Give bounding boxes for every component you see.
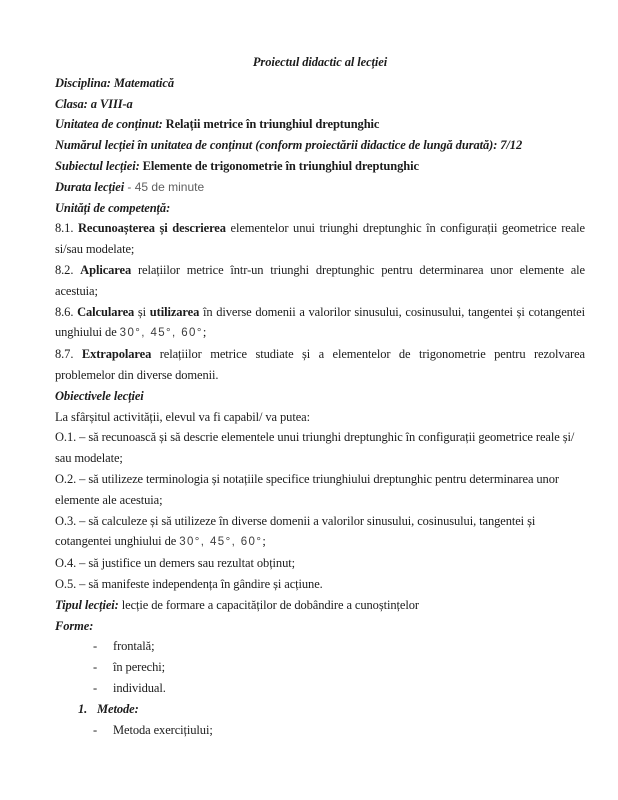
text-run: 8.6. — [55, 304, 78, 319]
lesson-number-line — [55, 135, 585, 156]
list-dash-marker: - — [93, 660, 98, 675]
text-run: Unitatea de conținut: — [55, 117, 166, 132]
text-run: ; — [262, 534, 266, 549]
text-run: utilizarea — [149, 304, 200, 319]
text-run: Obiectivele lecției — [55, 388, 144, 403]
lesson-duration-line — [55, 177, 585, 198]
text-run: Forme: — [55, 618, 94, 633]
text-run: Numărul lecției în unitatea de conținut (conform proiectării didactice de lungă durată): 7/12 — [55, 138, 523, 153]
text-run: Durata lecției — [55, 179, 125, 194]
text-run: Extrapolarea — [81, 347, 152, 362]
text-run: în perechi; — [113, 660, 166, 675]
methods-heading — [55, 699, 585, 720]
text-run: Calcularea — [77, 304, 135, 319]
competence-8-2 — [55, 260, 585, 302]
text-run: Proiectul didactic al lecției — [252, 55, 388, 69]
text-run: O.1. – să recunoască și să descrie elementele unui triunghi dreptunghic în configurații geometrice reale și/ sau modelate; — [55, 430, 575, 466]
text-run: Clasa: a VIII-a — [55, 96, 133, 111]
text-run: Unități de competență: — [55, 200, 171, 215]
text-run: 8.1. — [55, 221, 78, 236]
text-run: O.5. – să manifeste independența în gândire și acțiune. — [55, 576, 323, 591]
document-title — [55, 52, 585, 73]
text-run: O.3. – să calculeze și să utilizeze în diverse domenii a valorilor sinusului, cosinusului, tangentei și cotangentei unghiului de — [55, 513, 536, 549]
competence-8-7 — [55, 344, 585, 386]
list-number-marker: 1. — [78, 701, 88, 716]
text-run: în diverse domenii a valorilor sinusului, cosinusului, tangentei și cotangentei unghiului de — [55, 304, 585, 340]
competence-8-1 — [55, 218, 585, 260]
text-run: individual. — [113, 680, 166, 695]
objectives-heading — [55, 386, 585, 407]
class-line — [55, 94, 585, 115]
competence-8-6 — [55, 302, 585, 345]
text-run: O.4. – să justifice un demers sau rezultat obținut; — [55, 556, 295, 571]
objective-o3 — [55, 511, 585, 554]
objective-o1 — [55, 427, 585, 469]
text-run: 8.7. — [55, 347, 82, 362]
text-run: ; — [202, 325, 207, 340]
objectives-intro — [55, 407, 585, 428]
text-run: Disciplina: Matematică — [55, 75, 174, 90]
text-run: 8.2. — [55, 262, 81, 277]
text-run: Subiectul lecției: — [55, 158, 143, 173]
method-item-exercise — [55, 720, 585, 741]
text-run: frontală; — [113, 639, 155, 654]
text-run: Tipul lecției: — [55, 597, 119, 612]
text-run: Metoda exercițiului; — [113, 722, 213, 737]
text-run: La sfârșitul activității, elevul va fi capabil/ va putea: — [55, 409, 310, 424]
form-item-individual — [55, 678, 585, 699]
forms-heading — [55, 616, 585, 637]
text-run: 30°, 45°, 60° — [179, 536, 263, 549]
list-dash-marker: - — [93, 639, 98, 654]
text-run: relațiilor metrice într-un triunghi dreptunghic pentru determinarea unor elemente ale acestuia; — [55, 262, 585, 298]
text-run: Elemente de trigonometrie în triunghiul dreptunghic — [142, 158, 419, 173]
text-run: Aplicarea — [80, 262, 132, 277]
text-run: relațiilor metrice studiate și a elementelor de trigonometrie pentru rezolvarea problemelor din diverse domenii. — [55, 347, 585, 382]
objective-o4 — [55, 553, 585, 574]
text-run: și — [134, 304, 150, 319]
text-run: lecție de formare a capacităților de dobândire a cunoștințelor — [118, 597, 419, 612]
lesson-type-line — [55, 595, 585, 616]
form-item-pairs — [55, 657, 585, 678]
objective-o2 — [55, 469, 585, 511]
discipline-line — [55, 73, 585, 94]
text-run: 30°, 45°, 60° — [119, 327, 203, 340]
text-run: Recunoașterea și descrierea — [77, 221, 226, 236]
content-unit-line — [55, 114, 585, 135]
lesson-subject-line — [55, 156, 585, 177]
list-dash-marker: - — [93, 722, 98, 737]
objective-o5 — [55, 574, 585, 595]
competence-units-heading — [55, 198, 585, 219]
text-run: Metode: — [97, 701, 139, 716]
text-run: - 45 de minute — [124, 179, 205, 194]
text-run: elementelor unui triunghi dreptunghic în configurații geometrice reale si/sau modelate; — [55, 221, 585, 257]
text-run: Relații metrice în triunghiul dreptunghic — [165, 117, 380, 132]
list-dash-marker: - — [93, 680, 98, 695]
form-item-frontal — [55, 636, 585, 657]
text-run: O.2. – să utilizeze terminologia și notațiile specifice triunghiului dreptunghic pentru determinarea unor elemente ale acestuia; — [55, 471, 559, 507]
